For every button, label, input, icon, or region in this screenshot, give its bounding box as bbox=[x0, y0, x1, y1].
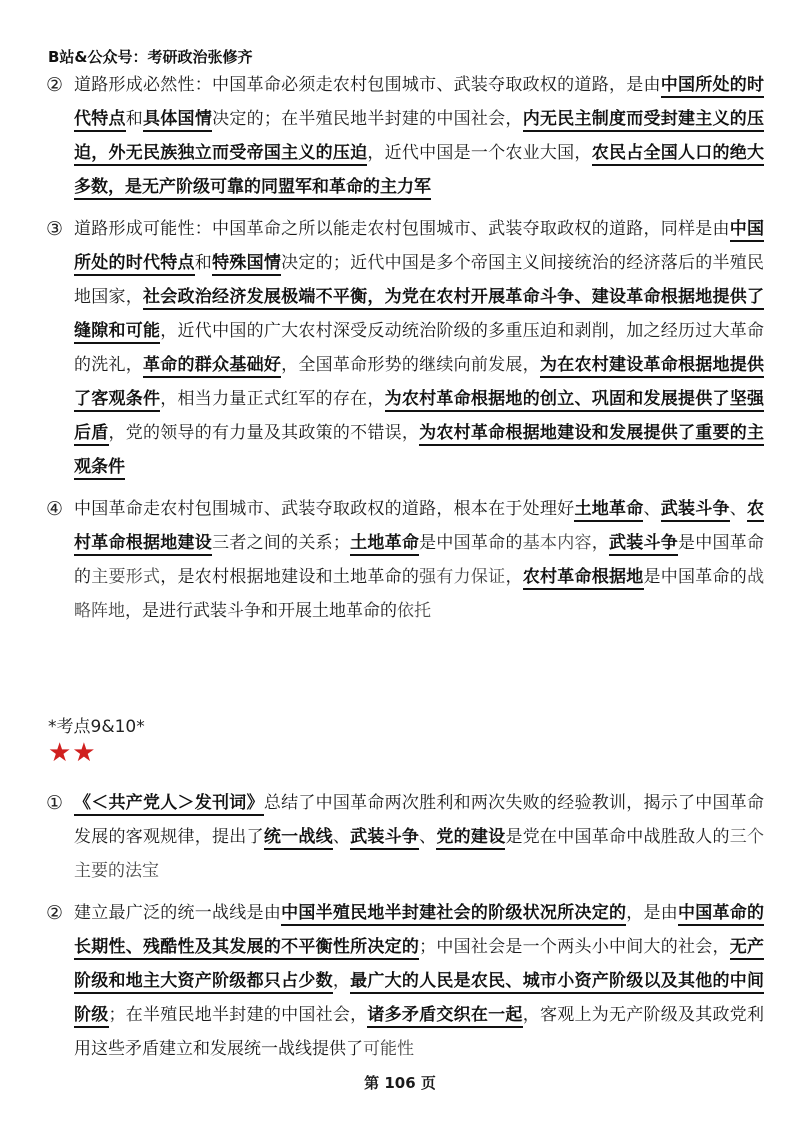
bold-underlined-text: 中国所处的时代特点 bbox=[74, 219, 764, 276]
bold-underlined-text: 为在农村建设革命根据地提供了客观条件 bbox=[74, 355, 764, 412]
section-2-necessity bbox=[48, 68, 764, 204]
body-text: 是中国革命的 bbox=[643, 567, 748, 587]
bold-underlined-text: 农民占全国人口的绝大多数，是无产阶级可靠的同盟军和革命的主力军 bbox=[74, 143, 764, 200]
section-2-united-front bbox=[48, 896, 764, 1066]
bold-underlined-text: 中国革命的长期性、残酷性及其发展的不平衡性所决定的 bbox=[74, 903, 764, 960]
bold-underlined-text: 农村革命根据地 bbox=[523, 567, 644, 590]
body-text: ；中国社会是一个两头小中间大的社会， bbox=[419, 937, 730, 957]
bold-underlined-text: 最广大的人民是农民、城市小资产阶级以及其他的中间阶级 bbox=[74, 971, 764, 1028]
section-body bbox=[74, 212, 764, 484]
body-text: 、 bbox=[643, 499, 661, 519]
bold-underlined-text: 统一战线 bbox=[264, 827, 333, 850]
section-body bbox=[74, 896, 764, 1066]
key-term-text: 主要形式 bbox=[91, 567, 161, 587]
body-text: 和 bbox=[125, 109, 144, 129]
body-text: 道路形成可能性：中国革命之所以能走农村包围城市、武装夺取政权的道路，同样是由 bbox=[74, 219, 730, 239]
key-term-text: 强有力保证 bbox=[419, 567, 506, 587]
key-term-text: 依托 bbox=[397, 601, 431, 621]
body-text: 总结了中国革命两次胜利和两次失败的经验教训，揭示了中国革命发展的客观规律，提出了 bbox=[74, 793, 765, 847]
body-text: ；在半殖民地半封建的中国社会， bbox=[108, 1005, 368, 1025]
bold-underlined-text: 无产阶级和地主大资产阶级都只占少数 bbox=[74, 937, 764, 994]
item-number: ② bbox=[46, 74, 64, 96]
body-text: ，是进行武装斗争和开展土地革命的 bbox=[125, 601, 397, 621]
bold-underlined-text: 武装斗争 bbox=[609, 533, 678, 556]
bold-underlined-text: 为农村革命根据地建设和发展提供了重要的主观条件 bbox=[74, 423, 764, 480]
item-number: ③ bbox=[46, 218, 64, 240]
body-text: ，是由 bbox=[626, 903, 678, 923]
body-text: ， bbox=[591, 533, 609, 553]
page-header: B站&公众号：考研政治张修齐 bbox=[48, 48, 253, 66]
bold-underlined-text: 革命的群众基础好 bbox=[143, 355, 281, 378]
bold-underlined-text: 中国半殖民地半封建社会的阶级状况所决定的 bbox=[281, 903, 626, 926]
body-text: 和 bbox=[194, 253, 213, 273]
body-text: ，相当力量正式红军的存在， bbox=[160, 389, 385, 409]
key-term-text: 可能性 bbox=[363, 1039, 414, 1059]
body-text: ，是农村根据地建设和土地革命的 bbox=[160, 567, 420, 587]
item-number: ④ bbox=[46, 498, 64, 520]
body-text: ， bbox=[332, 971, 351, 991]
section-body bbox=[74, 786, 764, 888]
body-text: ， bbox=[505, 567, 523, 587]
section-4-relationship bbox=[48, 492, 764, 628]
bold-underlined-text: 具体国情 bbox=[143, 109, 212, 132]
body-text: 是党在中国革命中战胜敌人的 bbox=[505, 827, 730, 847]
body-text: 决定的；近代中国是多个帝国主义间接统治的经济落后的半殖民地国家， bbox=[74, 253, 765, 307]
body-text: 、 bbox=[419, 827, 437, 847]
body-text: 中国革命走农村包围城市、武装夺取政权的道路，根本在于处理好 bbox=[74, 499, 575, 519]
body-text: ，客观上为无产阶级及其政党利用这些矛盾建立和发展统一战线提供了 bbox=[74, 1005, 765, 1059]
bold-underlined-text: 土地革命 bbox=[574, 499, 643, 522]
bold-underlined-text: 武装斗争 bbox=[350, 827, 419, 850]
body-text: 道路形成必然性：中国革命必须走农村包围城市、武装夺取政权的道路，是由 bbox=[74, 75, 661, 95]
item-number: ① bbox=[46, 792, 64, 814]
bold-underlined-text: 特殊国情 bbox=[212, 253, 281, 276]
body-text: 、 bbox=[332, 827, 351, 847]
bold-underlined-text: 农村革命根据地建设 bbox=[74, 499, 764, 556]
bold-underlined-text: 中国所处的时代特点 bbox=[74, 75, 764, 132]
bold-underlined-text: 土地革命 bbox=[350, 533, 419, 556]
key-term-text: 战略阵地 bbox=[74, 567, 765, 621]
bold-underlined-text: 诸多矛盾交织在一起 bbox=[367, 1005, 522, 1028]
item-number: ② bbox=[46, 902, 64, 924]
section-1-magic-weapons bbox=[48, 786, 764, 888]
body-text: 、 bbox=[729, 499, 748, 519]
page-number: 第 106 页 bbox=[364, 1074, 436, 1092]
body-text: ，近代中国的广大农村深受反动统治阶级的多重压迫和剥削，加之经历过大革命的洗礼， bbox=[74, 321, 765, 375]
body-text: 建立最广泛的统一战线是由 bbox=[74, 903, 282, 923]
section-3-possibility bbox=[48, 212, 764, 484]
key-term-text: 三个主要的法宝 bbox=[74, 827, 765, 881]
bold-underlined-text: 《＜共产党人＞发刊词》 bbox=[74, 793, 264, 816]
bold-underlined-text: 武装斗争 bbox=[661, 499, 730, 522]
bold-underlined-text: 社会政治经济发展极端不平衡，为党在农村开展革命斗争、建设革命根据地提供了缝隙和可能 bbox=[74, 287, 764, 344]
kaodian-label: *考点9&10* bbox=[48, 717, 145, 737]
bold-underlined-text: 党的建设 bbox=[436, 827, 505, 850]
body-text: 三者之间的关系； bbox=[212, 533, 350, 553]
star-rating-icon: ★★ bbox=[48, 738, 97, 768]
body-text: ，全国革命形势的继续向前发展， bbox=[281, 355, 540, 375]
section-body bbox=[74, 68, 764, 204]
bold-underlined-text: 内无民主制度而受封建主义的压迫，外无民族独立而受帝国主义的压迫 bbox=[74, 109, 764, 166]
section-body bbox=[74, 492, 764, 628]
body-text: 是中国革命的 bbox=[419, 533, 523, 553]
key-term-text: 基本内容 bbox=[522, 533, 592, 553]
body-text: 是中国革命的 bbox=[74, 533, 765, 587]
body-text: ，党的领导的有力量及其政策的不错误， bbox=[108, 423, 420, 443]
bold-underlined-text: 为农村革命根据地的创立、巩固和发展提供了坚强后盾 bbox=[74, 389, 764, 446]
body-text: 决定的；在半殖民地半封建的中国社会， bbox=[212, 109, 523, 129]
body-text: ，近代中国是一个农业大国， bbox=[367, 143, 592, 163]
